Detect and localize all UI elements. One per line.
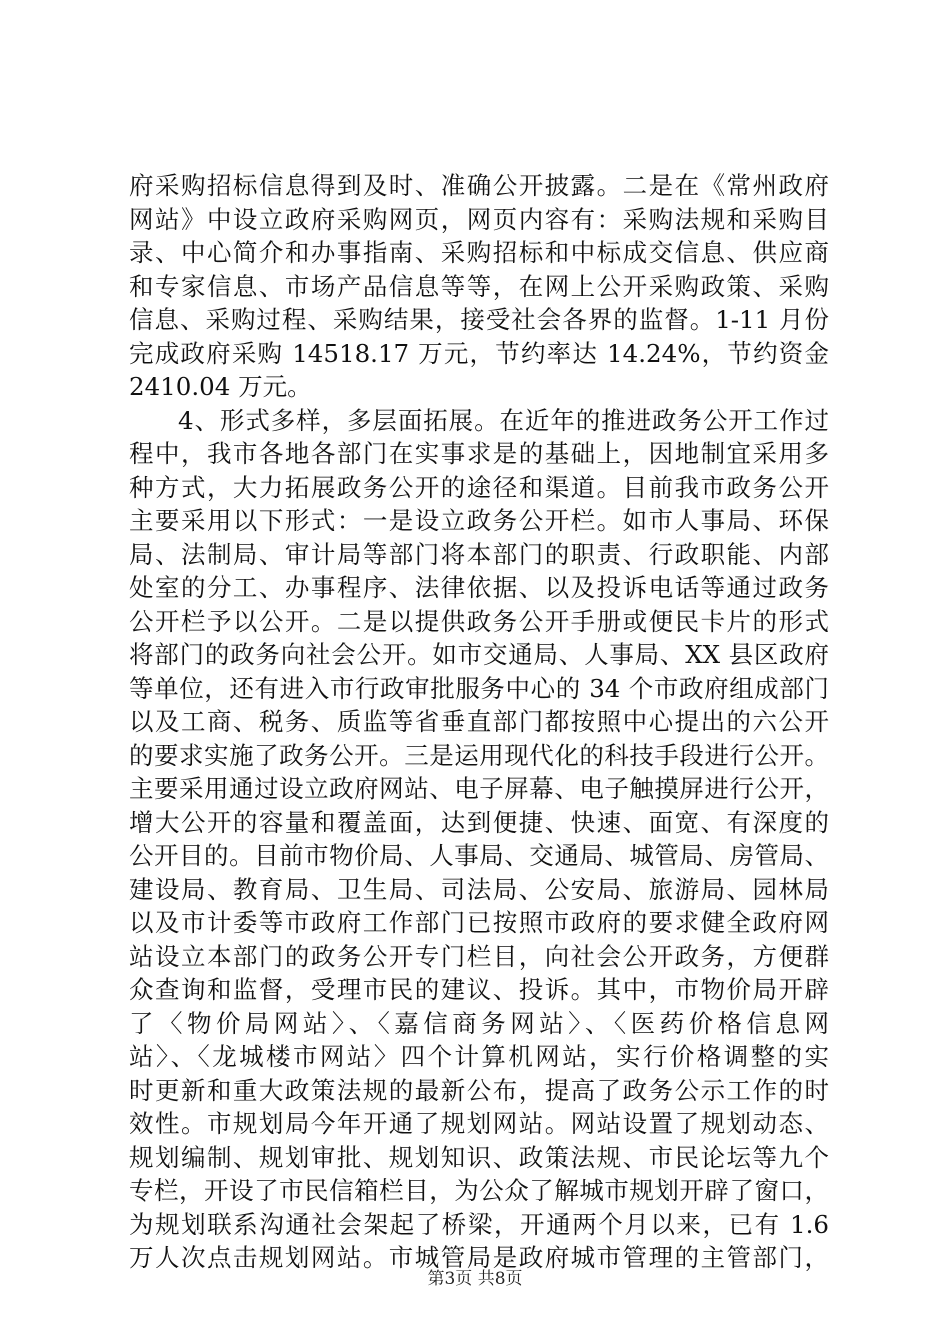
text-line: 的要求实施了政务公开。三是运用现代化的科技手段进行公开。 [129,740,829,770]
text-line: 种方式，大力拓展政务公开的途径和渠道。目前我市政务公开 [129,472,829,502]
text-line: 规划编制、规划审批、规划知识、政策法规、市民论坛等九个 [129,1142,829,1172]
text-line: 和专家信息、市场产品信息等等，在网上公开采购政策、采购 [129,271,829,301]
text-line: 主要采用通过设立政府网站、电子屏幕、电子触摸屏进行公开， [129,774,829,803]
text-line: 公开栏予以公开。二是以提供政务公开手册或便民卡片的形式 [129,606,829,636]
text-line: 站〉、〈龙城楼市网站〉四个计算机网站，实行价格调整的实 [129,1042,829,1071]
text-line: 专栏，开设了市民信箱栏目，为公众了解城市规划开辟了窗口， [129,1176,829,1205]
document-body [129,169,829,1275]
text-line: 2410.04 万元。 [129,372,312,401]
text-line: 效性。市规划局今年开通了规划网站。网站设置了规划动态、 [129,1109,829,1138]
text-line: 站设立本部门的政务公开专门栏目，向社会公开政务，方便群 [129,941,829,971]
text-line: 时更新和重大政策法规的最新公布，提高了政务公示工作的时 [129,1075,829,1105]
text-line: 主要采用以下形式：一是设立政务公开栏。如市人事局、环保 [129,506,829,535]
text-line: 万人次点击规划网站。市城管局是政府城市管理的主管部门， [129,1243,829,1272]
text-line: 将部门的政务向社会公开。如市交通局、人事局、XX 县区政府 [129,640,829,669]
page-footer [0,1268,950,1290]
text-line: 为规划联系沟通社会架起了桥梁，开通两个月以来，已有 1.6 [129,1209,829,1239]
text-line: 众查询和监督，受理市民的建议、投诉。其中，市物价局开辟 [129,975,829,1004]
text-line: 网站》中设立政府采购网页，网页内容有：采购法规和采购目 [129,204,829,234]
text-line: 了〈物价局网站〉、〈嘉信商务网站〉、〈医药价格信息网 [129,1008,829,1038]
text-line: 完成政府采购 14518.17 万元，节约率达 14.24%，节约资金 [129,338,829,368]
text-line: 以及市计委等市政府工作部门已按照市政府的要求健全政府网 [129,908,829,937]
page-number-label: 第3页 共8页 [427,1269,523,1289]
paragraph-start-line: 4、形式多样，多层面拓展。在近年的推进政务公开工作过 [178,405,829,435]
text-line: 增大公开的容量和覆盖面，达到便捷、快速、面宽、有深度的 [129,807,829,837]
text-line: 府采购招标信息得到及时、准确公开披露。二是在《常州政府 [129,171,829,200]
text-line: 程中，我市各地各部门在实事求是的基础上，因地制宜采用多 [129,439,829,468]
text-line: 等单位，还有进入市行政审批服务中心的 34 个市政府组成部门 [129,673,829,703]
text-line: 信息、采购过程、采购结果，接受社会各界的监督。1-11 月份 [129,305,829,334]
text-line: 公开目的。目前市物价局、人事局、交通局、城管局、房管局、 [129,841,829,870]
text-line: 处室的分工、办事程序、法律依据、以及投诉电话等通过政务 [129,573,829,602]
text-line: 录、中心简介和办事指南、采购招标和中标成交信息、供应商 [129,238,829,267]
text-line: 建设局、教育局、卫生局、司法局、公安局、旅游局、园林局 [129,874,829,904]
text-line: 局、法制局、审计局等部门将本部门的职责、行政职能、内部 [129,539,829,569]
text-line: 以及工商、税务、质监等省垂直部门都按照中心提出的六公开 [129,707,829,736]
